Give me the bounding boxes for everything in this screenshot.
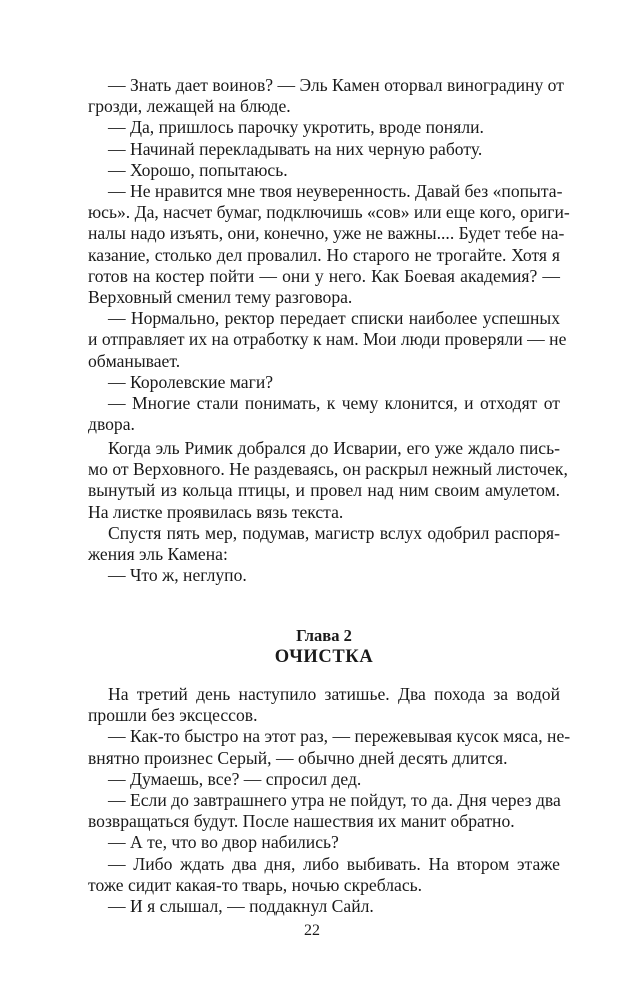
text-line: казание, столько дел провалил. Но старого не трогайте. Хотя я xyxy=(88,244,560,265)
text-line: — Как-то быстро на этот раз, — пережевывая кусок мяса, не- xyxy=(108,726,571,747)
text-line: обманывает. xyxy=(88,350,181,371)
chapter-number: Глава 2 xyxy=(296,626,352,645)
text-line: — Либо ждать два дня, либо выбивать. На втором этаже xyxy=(108,853,560,874)
text-line: двора. xyxy=(88,414,135,435)
text-line: — Что ж, неглупо. xyxy=(108,565,247,586)
chapter-title: ОЧИСТКА xyxy=(274,647,374,667)
page-number: 22 xyxy=(304,922,320,939)
text-line: На листке проявилась вязь текста. xyxy=(88,501,344,522)
text-line: юсь». Да, насчет бумаг, подключишь «сов» или еще кого, ориги- xyxy=(88,202,570,223)
text-line: — Думаешь, все? — спросил дед. xyxy=(108,768,362,789)
text-line: Верховный сменил тему разговора. xyxy=(88,287,353,308)
text-line: вынутый из кольца птицы, и провел над ним своим амулетом. xyxy=(88,480,560,501)
text-line: — Не нравится мне твоя неуверенность. Давай без «попыта- xyxy=(108,181,563,202)
text-line: — Да, пришлось парочку укротить, вроде поняли. xyxy=(108,117,484,138)
text-line: грозди, лежащей на блюде. xyxy=(88,96,291,117)
text-line: — И я слышал, — поддакнул Сайл. xyxy=(108,896,374,917)
text-line: и отправляет их на отработку к нам. Мои люди проверяли — не xyxy=(88,329,567,350)
text-block-chapter-start xyxy=(88,684,571,917)
text-line: — Начинай перекладывать на них черную работу. xyxy=(108,138,483,159)
text-line: — Многие стали понимать, к чему клонится, и отходят от xyxy=(108,393,560,414)
text-block-dialogue xyxy=(88,75,570,435)
text-line: Когда эль Римик добрался до Исварии, его уже ждало пись- xyxy=(108,438,560,458)
text-line: — Знать дает воинов? — Эль Камен оторвал виноградину от xyxy=(108,75,564,95)
text-line: прошли без эксцессов. xyxy=(88,705,258,726)
text-line: готов на костер пойти — они у него. Как Боевая академия? — xyxy=(88,265,560,286)
chapter-heading xyxy=(88,626,560,669)
text-line: — Хорошо, попытаюсь. xyxy=(108,159,288,180)
text-line: налы надо изъять, они, конечно, уже не важны.... Будет тебе на- xyxy=(88,223,565,244)
text-line: мо от Верховного. Не раздеваясь, он раскрыл нежный листочек, xyxy=(88,459,568,480)
text-line: внятно произнес Серый, — обычно дней десять длится. xyxy=(88,747,508,768)
text-line: — Если до завтрашнего утра не пойдут, то да. Дня через два xyxy=(108,790,561,811)
text-line: — Нормально, ректор передает списки наиболее успешных xyxy=(108,308,560,329)
text-line: тоже сидит какая-то тварь, ночью скреблась. xyxy=(88,874,423,895)
text-line: — Королевские маги? xyxy=(108,371,274,392)
text-block-narration xyxy=(88,438,568,586)
text-line: Спустя пять мер, подумав, магистр вслух одобрил распоря- xyxy=(108,522,560,543)
text-line: — А те, что во двор набились? xyxy=(108,832,339,853)
text-line: На третий день наступило затишье. Два похода за водой xyxy=(108,684,560,704)
text-line: жения эль Камена: xyxy=(88,544,228,565)
text-line: возвращаться будут. После нашествия их манит обратно. xyxy=(88,811,515,832)
